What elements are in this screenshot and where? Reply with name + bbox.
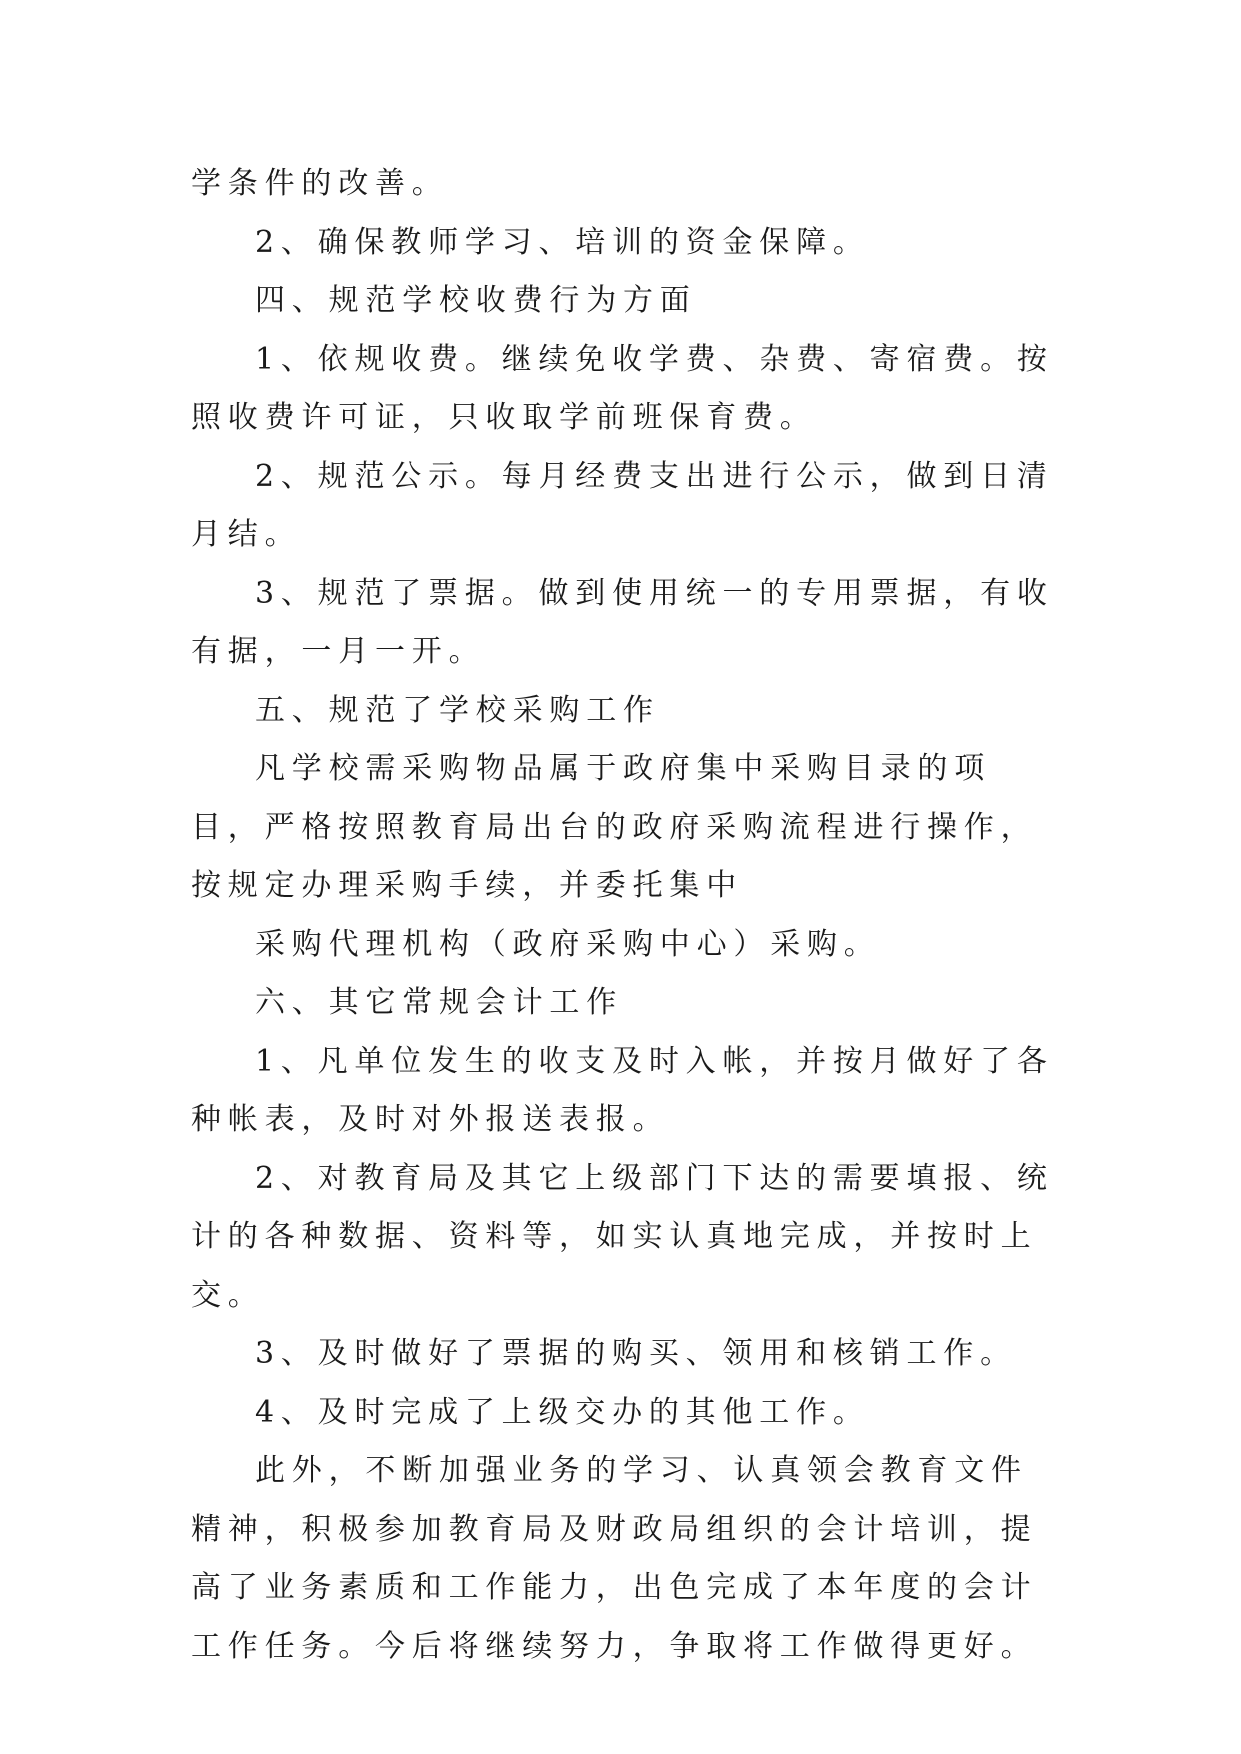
paragraph: 1、凡单位发生的收支及时入帐，并按月做好了各种帐表，及时对外报送表报。 — [191, 1043, 1054, 1137]
document-body — [191, 155, 1057, 1676]
paragraph: 凡学校需采购物品属于政府集中采购目录的项目，严格按照教育局出台的政府采购流程进行操作，按规定办理采购手续，并委托集中 — [191, 751, 1038, 903]
paragraph: 1、依规收费。继续免收学费、杂费、寄宿费。按照收费许可证，只收取学前班保育费。 — [191, 341, 1054, 435]
paragraph: 采购代理机构（政府采购中心）采购。 — [255, 926, 881, 962]
paragraph: 3、规范了票据。做到使用统一的专用票据，有收有据，一月一开。 — [191, 575, 1054, 669]
paragraph: 4、及时完成了上级交办的其他工作。 — [255, 1394, 870, 1430]
paragraph: 学条件的改善。 — [191, 166, 449, 201]
section-heading: 六、其它常规会计工作 — [255, 985, 623, 1020]
paragraph: 此外，不断加强业务的学习、认真领会教育文件精神，积极参加教育局及财政局组织的会计培训，提高了业务素质和工作能力，出色完成了本年度的会计工作任务。今后将继续努力，争取将工作做得更好。 — [191, 1453, 1038, 1664]
paragraph: 2、规范公示。每月经费支出进行公示，做到日清月结。 — [191, 458, 1054, 552]
paragraph: 2、对教育局及其它上级部门下达的需要填报、统计的各种数据、资料等，如实认真地完成，并按时上交。 — [191, 1160, 1054, 1313]
section-heading: 五、规范了学校采购工作 — [255, 692, 660, 728]
section-heading: 四、规范学校收费行为方面 — [255, 283, 697, 318]
paragraph: 3、及时做好了票据的购买、领用和核销工作。 — [255, 1336, 1017, 1371]
paragraph: 2、确保教师学习、培训的资金保障。 — [255, 224, 870, 260]
